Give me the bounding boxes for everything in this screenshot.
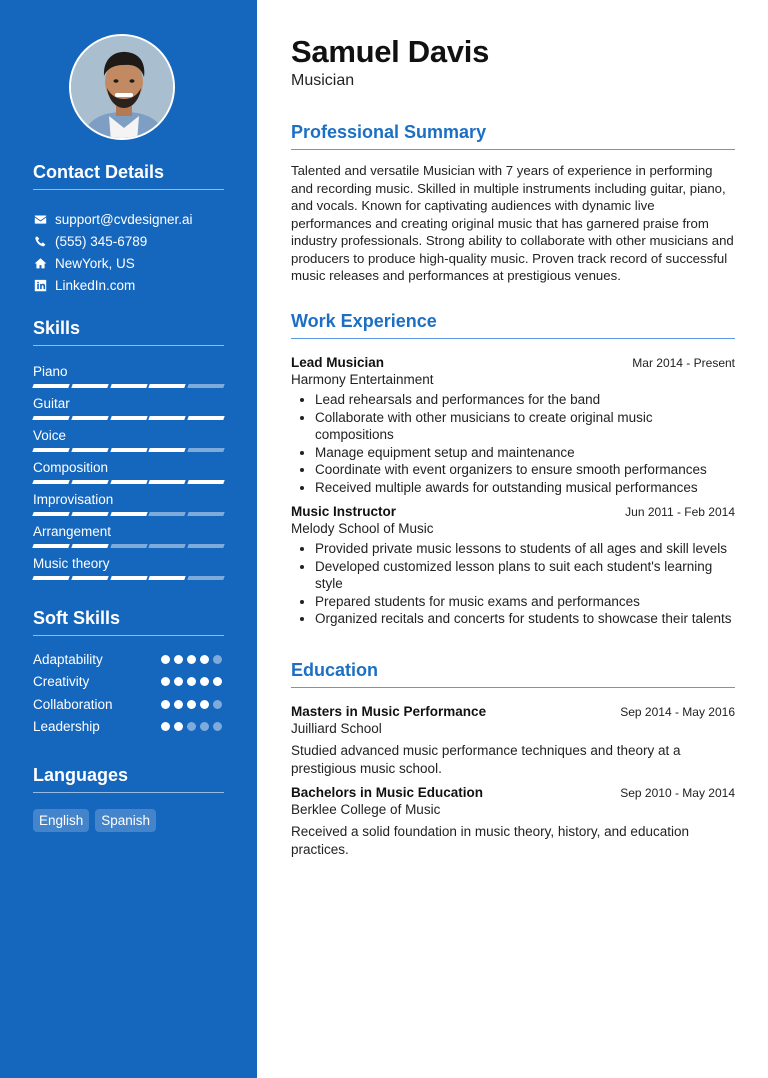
skill-level-segment xyxy=(32,544,69,548)
experience-entry xyxy=(291,504,735,628)
experience-date: Mar 2014 - Present xyxy=(632,356,735,370)
summary-section xyxy=(291,122,735,285)
contact-heading: Contact Details xyxy=(33,162,224,190)
skill-level-segment xyxy=(149,576,186,580)
skill-level-segment xyxy=(110,480,147,484)
rating-dot xyxy=(213,722,222,731)
list-item: • Provided private music lessons to students of all ages and skill levels xyxy=(315,540,735,558)
list-item: • Lead rehearsals and performances for the band xyxy=(315,391,735,409)
skill-level-segment xyxy=(110,576,147,580)
contact-linkedin-text: LinkedIn.com xyxy=(55,277,136,293)
skill-item xyxy=(33,426,224,458)
skill-level-segment xyxy=(149,384,186,388)
education-section xyxy=(291,660,735,858)
skill-name: Voice xyxy=(33,428,67,443)
skill-level-bar xyxy=(33,480,224,484)
home-icon xyxy=(33,256,47,270)
list-item: • Collaborate with other musicians to create original music compositions xyxy=(315,409,735,444)
list-item: • Coordinate with event organizers to ensure smooth performances xyxy=(315,461,735,479)
skill-level-segment xyxy=(71,512,108,516)
list-item: • Organized recitals and concerts for students to showcase their talents xyxy=(315,610,735,628)
rating-dot xyxy=(213,700,222,709)
experience-bullets xyxy=(291,391,735,496)
rating-dot xyxy=(187,655,196,664)
experience-org: Harmony Entertainment xyxy=(291,372,434,387)
soft-skill-item xyxy=(33,716,224,739)
skill-item xyxy=(33,394,224,426)
contact-section xyxy=(33,162,224,296)
soft-skill-item xyxy=(33,648,224,671)
contact-list xyxy=(33,208,224,296)
education-org: Juilliard School xyxy=(291,721,382,736)
experience-date: Jun 2011 - Feb 2014 xyxy=(625,505,735,519)
rating-dot xyxy=(200,722,209,731)
education-org: Berklee College of Music xyxy=(291,802,441,817)
education-title: Masters in Music Performance xyxy=(291,704,487,719)
languages-section xyxy=(33,765,224,832)
skill-name: Arrangement xyxy=(33,524,112,539)
skill-level-segment xyxy=(187,384,224,388)
soft-skill-item xyxy=(33,693,224,716)
education-date: Sep 2014 - May 2016 xyxy=(620,705,735,719)
education-title: Bachelors in Music Education xyxy=(291,785,484,800)
phone-icon xyxy=(33,234,47,248)
skill-level-segment xyxy=(187,576,224,580)
skill-level-bar xyxy=(33,416,224,420)
list-item: • Prepared students for music exams and performances xyxy=(315,593,735,611)
linkedin-icon xyxy=(33,278,47,292)
language-tags xyxy=(33,809,224,832)
skill-name: Improvisation xyxy=(33,492,114,507)
skill-level-segment xyxy=(110,544,147,548)
rating-dot xyxy=(174,677,183,686)
skill-level-segment xyxy=(71,384,108,388)
skill-level-segment xyxy=(71,448,108,452)
rating-dot xyxy=(187,722,196,731)
soft-skill-rating xyxy=(161,677,222,686)
contact-phone[interactable] xyxy=(33,230,224,252)
skill-level-segment xyxy=(110,416,147,420)
education-date: Sep 2010 - May 2014 xyxy=(620,786,735,800)
soft-skill-name: Collaboration xyxy=(33,696,113,712)
rating-dot xyxy=(200,655,209,664)
soft-skill-name: Adaptability xyxy=(33,651,103,667)
skill-level-segment xyxy=(71,576,108,580)
experience-section xyxy=(291,311,735,628)
education-desc: Studied advanced music performance techniques and theory at a prestigious music school. xyxy=(291,743,681,776)
skills-list xyxy=(33,362,224,586)
contact-location xyxy=(33,252,224,274)
profile-photo xyxy=(71,36,175,140)
contact-phone-text: (555) 345-6789 xyxy=(55,233,148,249)
skill-level-segment xyxy=(32,416,69,420)
soft-skill-name: Creativity xyxy=(33,674,90,690)
experience-heading: Work Experience xyxy=(291,311,735,339)
soft-skill-rating xyxy=(161,722,222,731)
experience-bullets xyxy=(291,540,735,628)
list-item: • Manage equipment setup and maintenance xyxy=(315,444,735,462)
skill-level-segment xyxy=(32,480,69,484)
rating-dot xyxy=(174,655,183,664)
contact-email-text: support@cvdesigner.ai xyxy=(55,211,193,227)
skill-item xyxy=(33,490,224,522)
rating-dot xyxy=(161,722,170,731)
skill-level-segment xyxy=(32,576,69,580)
skill-level-segment xyxy=(187,544,224,548)
skill-level-segment xyxy=(110,512,147,516)
skill-level-segment xyxy=(187,480,224,484)
skill-level-bar xyxy=(33,448,224,452)
rating-dot xyxy=(187,700,196,709)
languages-heading: Languages xyxy=(33,765,224,793)
skill-name: Guitar xyxy=(33,396,70,411)
rating-dot xyxy=(187,677,196,686)
skill-level-segment xyxy=(110,384,147,388)
education-entry xyxy=(291,704,735,777)
skill-level-segment xyxy=(32,384,69,388)
education-heading: Education xyxy=(291,660,735,688)
experience-org: Melody School of Music xyxy=(291,521,434,536)
skill-level-segment xyxy=(71,416,108,420)
skill-level-segment xyxy=(32,512,69,516)
skill-item xyxy=(33,522,224,554)
soft-skills-section xyxy=(33,608,224,738)
rating-dot xyxy=(161,677,170,686)
list-item: • Received multiple awards for outstanding musical performances xyxy=(315,479,735,497)
rating-dot xyxy=(200,677,209,686)
rating-dot xyxy=(174,700,183,709)
education-desc: Received a solid foundation in music theory, history, and education practices. xyxy=(291,824,689,857)
skill-name: Composition xyxy=(33,460,109,475)
rating-dot xyxy=(200,700,209,709)
sidebar xyxy=(0,0,257,1078)
skill-level-segment xyxy=(149,544,186,548)
experience-title: Music Instructor xyxy=(291,504,397,519)
skill-level-bar xyxy=(33,512,224,516)
job-title: Musician xyxy=(291,72,355,89)
skill-item xyxy=(33,362,224,394)
skill-level-segment xyxy=(187,512,224,516)
soft-skills-heading: Soft Skills xyxy=(33,608,224,636)
skill-level-segment xyxy=(71,480,108,484)
experience-entry xyxy=(291,355,735,496)
soft-skill-rating xyxy=(161,700,222,709)
summary-heading: Professional Summary xyxy=(291,122,735,150)
skills-section xyxy=(33,318,224,586)
person-name: Samuel Davis xyxy=(291,34,490,69)
skill-name: Music theory xyxy=(33,556,110,571)
skill-level-segment xyxy=(149,416,186,420)
education-entry xyxy=(291,785,735,858)
soft-skill-name: Leadership xyxy=(33,719,100,735)
soft-skills-list xyxy=(33,648,224,738)
summary-text: Talented and versatile Musician with 7 years of experience in performing and recording music. Skilled in multiple instruments including guitar, piano, and vocals. Known for captivating audiences with dynamic live performances and creating original music that has garnered praise from industry professionals. Strong ability to collaborate with other musicians and producers to produce high-quality music. Proven track record of successful music releases and performances at prestigious venues. xyxy=(291,163,734,283)
skill-level-segment xyxy=(149,448,186,452)
contact-location-text: NewYork, US xyxy=(55,255,135,271)
envelope-icon xyxy=(33,212,47,226)
skill-level-bar xyxy=(33,544,224,548)
skill-level-segment xyxy=(110,448,147,452)
list-item: • Developed customized lesson plans to suit each student's learning style xyxy=(315,558,735,593)
contact-email[interactable] xyxy=(33,208,224,230)
skill-level-bar xyxy=(33,384,224,388)
experience-title: Lead Musician xyxy=(291,355,385,370)
skills-heading: Skills xyxy=(33,318,224,346)
soft-skill-item xyxy=(33,671,224,694)
avatar xyxy=(69,34,175,140)
soft-skill-rating xyxy=(161,655,222,664)
skill-level-bar xyxy=(33,576,224,580)
rating-dot xyxy=(161,655,170,664)
skill-level-segment xyxy=(187,448,224,452)
skill-level-segment xyxy=(149,480,186,484)
rating-dot xyxy=(213,655,222,664)
skill-item xyxy=(33,458,224,490)
skill-level-segment xyxy=(149,512,186,516)
rating-dot xyxy=(213,677,222,686)
skill-name: Piano xyxy=(33,364,68,379)
contact-linkedin[interactable] xyxy=(33,274,224,296)
rating-dot xyxy=(161,700,170,709)
language-tag: Spanish xyxy=(95,809,156,832)
skill-level-segment xyxy=(187,416,224,420)
language-tag: English xyxy=(33,809,89,832)
rating-dot xyxy=(174,722,183,731)
skill-level-segment xyxy=(71,544,108,548)
skill-item xyxy=(33,554,224,586)
skill-level-segment xyxy=(32,448,69,452)
